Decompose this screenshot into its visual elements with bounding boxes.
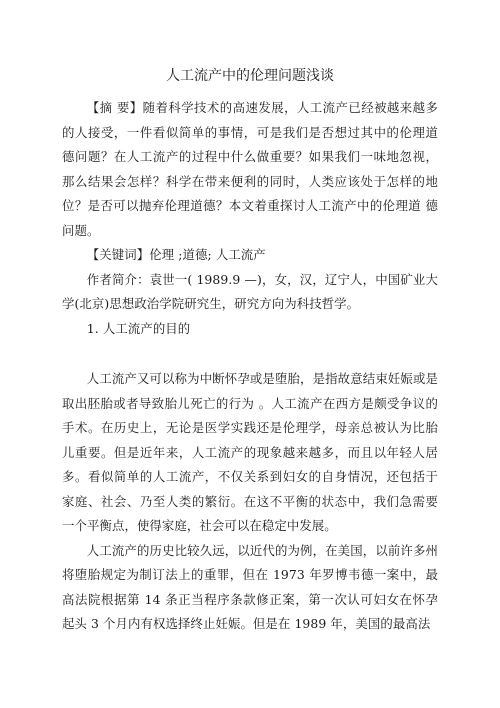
abstract-paragraph: 【摘 要】随着科学技术的高速发展，人工流产已经被越来越多 的人接受，一件看似简单的事情，可是我们是否想过其中的伦理道 德问题？在人工流产的过程中什么做重要？如果我们一味地忽视， 那么结果会怎样？科学在带来便利的同时，人类应该处于怎样的地 位？是否可以抛弃伦理道德？本文着重探讨人工流产中的伦理道 德问题。 (62, 100, 438, 238)
section-heading: 1. 人工流产的目的 (86, 320, 191, 336)
body-paragraph-1: 人工流产又可以称为中断怀孕或是堕胎，是指故意结束妊娠或是 取出胚胎或者导致胎儿死亡的行为 。人工流产在西方是颇受争议的 手术。在历史上，无论是医学实践还是伦理学，母亲总被认为比胎 儿重要。但是近年来，人工流产的现象越来越多，而且以年轻人居 多。看似简单的人工流产，不仅关系到妇女的自身情况，还包括于 家庭、社会、乃至人类的繁衍。在这不平衡的状态中，我们急需要 一个平衡点，使得家庭，社会可以在稳定中发展。 (62, 371, 438, 533)
document-title: 人工流产中的伦理问题浅谈 (166, 68, 334, 84)
section-gap (62, 341, 438, 367)
keywords-paragraph: 【关键词】伦理 ;道德; 人工流产 (86, 247, 266, 262)
author-bio-paragraph: 作者简介：袁世一( 1989.9 —)，女，汉，辽宁人，中国矿业大 学(北京)思想政治学院研究生，研究方向为科技哲学。 (62, 271, 438, 311)
body-paragraph-2: 人工流产的历史比较久远，以近代的为例，在美国，以前许多州 将堕胎规定为制订法上的重罪，但在 1973 年罗博韦德一案中，最 高法院根据第 14 条正当程序条款修正案，第一次认可妇女在怀孕 起头 3 个月内有权选择终止妊娠。但是在 1989 年，美国的最高法 (62, 542, 438, 631)
